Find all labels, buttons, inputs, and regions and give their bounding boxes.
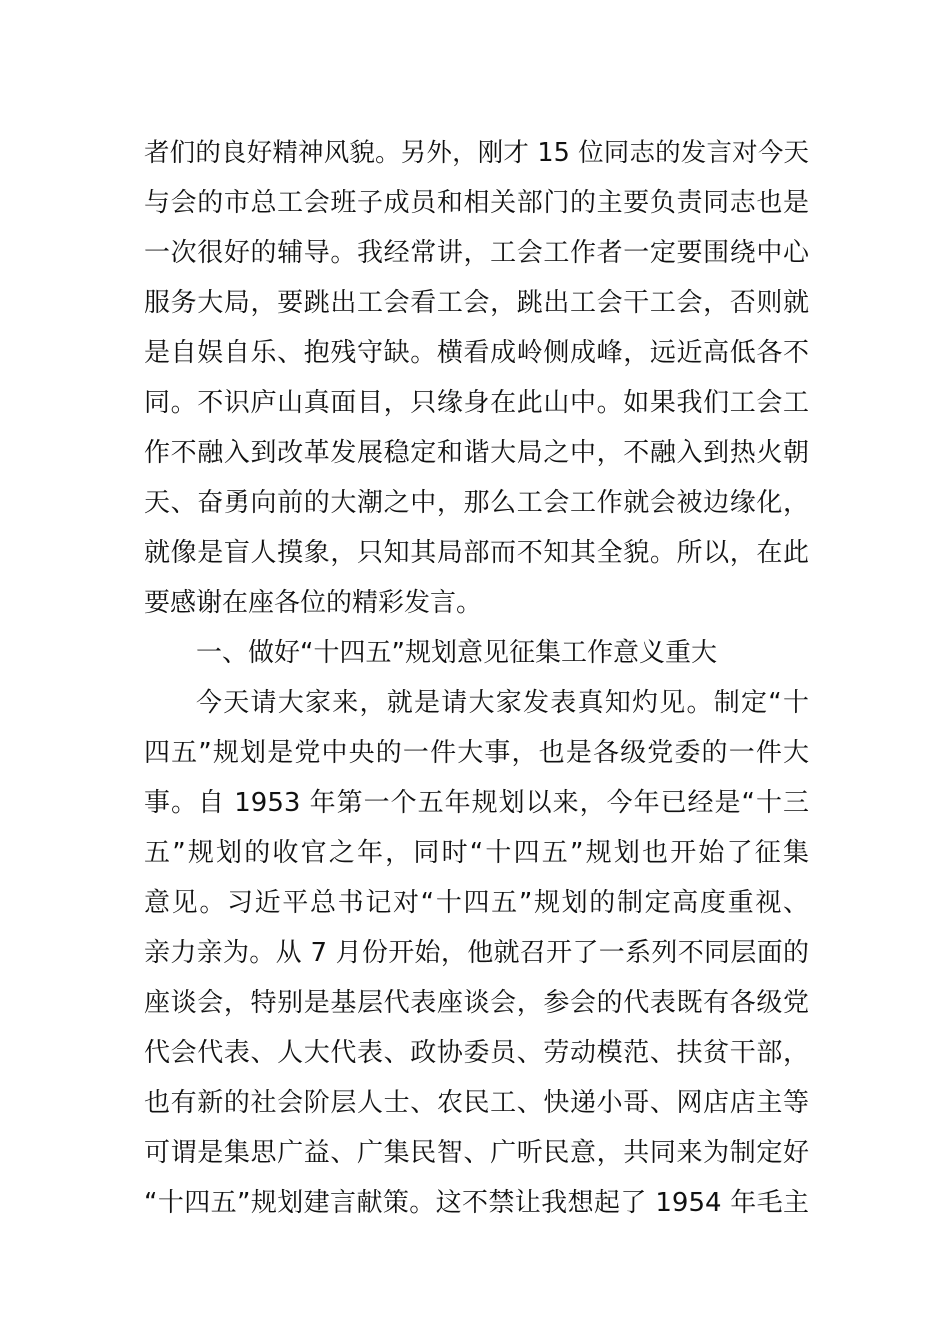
text-line: 代会代表、人大代表、政协委员、劳动模范、扶贫干部， [144,1038,809,1068]
text-line: 一次很好的辅导。我经常讲，工会工作者一定要围绕中心 [144,238,809,268]
text-line: 也有新的社会阶层人士、农民工、快递小哥、网店店主等 [144,1088,809,1118]
text-line: 与会的市总工会班子成员和相关部门的主要负责同志也是 [144,188,809,218]
text-line: 同。不识庐山真面目，只缘身在此山中。如果我们工会工 [144,388,809,418]
text-line: 天、奋勇向前的大潮之中，那么工会工作就会被边缘化， [144,488,809,518]
text-line: 事。自 1953 年第一个五年规划以来，今年已经是“十三 [144,788,809,818]
paragraph-end-line: 要感谢在座各位的精彩发言。 [144,588,483,618]
text-line: 亲力亲为。从 7 月份开始，他就召开了一系列不同层面的 [144,938,809,968]
document-body [144,128,809,1228]
text-line: 就像是盲人摸象，只知其局部而不知其全貌。所以，在此 [144,538,809,568]
text-line: 可谓是集思广益、广集民智、广听民意，共同来为制定好 [144,1138,809,1168]
text-line: 座谈会，特别是基层代表座谈会，参会的代表既有各级党 [144,988,809,1018]
paragraph-first-line: 今天请大家来，就是请大家发表真知灼见。制定“十 [196,688,809,718]
text-line: 者们的良好精神风貌。另外，刚才 15 位同志的发言对今天 [144,138,809,168]
text-line: 作不融入到改革发展稳定和谐大局之中，不融入到热火朝 [144,438,809,468]
text-line: 意见。习近平总书记对“十四五”规划的制定高度重视、 [144,888,809,918]
text-line: 五”规划的收官之年，同时“十四五”规划也开始了征集 [144,838,809,868]
section-heading: 一、做好“十四五”规划意见征集工作意义重大 [196,638,717,668]
text-line: “十四五”规划建言献策。这不禁让我想起了 1954 年毛主 [144,1188,809,1218]
text-line: 服务大局，要跳出工会看工会，跳出工会干工会，否则就 [144,288,809,318]
text-line: 是自娱自乐、抱残守缺。横看成岭侧成峰，远近高低各不 [144,338,809,368]
text-line: 四五”规划是党中央的一件大事，也是各级党委的一件大 [144,738,809,768]
